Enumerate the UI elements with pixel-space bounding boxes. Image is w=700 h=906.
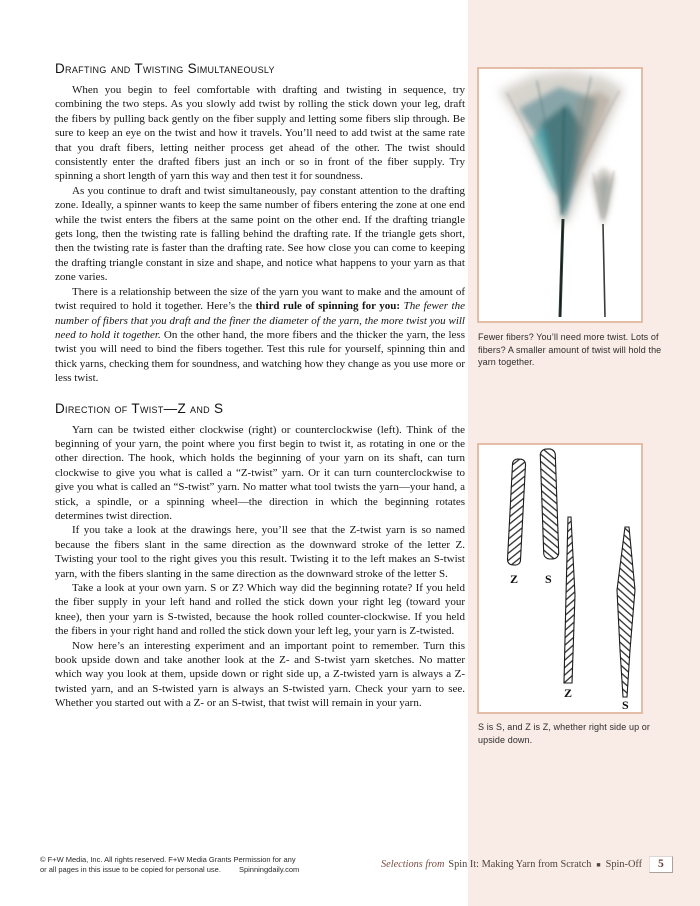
rule-lead-text: There is a relationship between the size of the yarn you want to make and the amount of twist required to hold it together. Here’s the	[55, 285, 465, 313]
label-z-2: Z	[564, 686, 573, 700]
section-heading-direction-of-twist: Direction of Twist—Z and S	[55, 400, 224, 416]
yarn-stem-small	[603, 224, 605, 317]
fiber-photo-illustration	[479, 69, 641, 321]
footer-magazine-name: Spin-Off	[605, 859, 643, 870]
yarn-sketch-s-tapered	[617, 527, 635, 712]
yarn-sketch-z-tapered	[564, 517, 575, 700]
copyright-line-1: © F+W Media, Inc. All rights reserved. F+W Media Grants Permission for any	[40, 855, 296, 864]
copyright-line-2: or all pages in this issue to be copied for personal use. Spinningdaily.com	[40, 865, 300, 874]
square-bullet: ■	[596, 860, 601, 869]
label-s-1: S	[545, 572, 552, 586]
figure-fiber-photo	[477, 67, 643, 323]
twist-sketch-illustration	[479, 445, 641, 712]
footer-selections-label: Selections from	[381, 859, 445, 870]
article-column	[55, 61, 465, 711]
figure-caption: S is S, and Z is Z, whether right side up or upside down.	[478, 722, 650, 745]
website-link: Spinningdaily.com	[238, 865, 300, 874]
running-footer	[381, 856, 673, 873]
rule-italic-text: The fewer the number of fibers that you draft and the finer the diameter of the yarn, the more twist you will need to hold it together.	[55, 300, 465, 341]
rule-tail-text: On the other hand, the more fibers and the thicker the yarn, the less twist you will need to bind the fibers together. Test this rule for yourself, spinning thin and thick yarns, checking them for soundness, and watching how they change as you use more or less twist.	[55, 328, 465, 385]
paragraph: Yarn can be twisted either clockwise (right) or counterclockwise (left). Think of the beginning of your yarn, the point where you first begin to twist it, as rotating in one or the other direction. The hook, which holds the beginning of your yarn on its shaft, can turn clockwise to give you what is called a “Z-twist” yarn. Or it can turn counterclockwise to give you what is called an “S-twist” yarn. No matter what tool twists the yarn—your hand, a stick, a spindle, or a spinning wheel—the direction in which the beginning rotates determines twist direction.	[55, 423, 465, 522]
paragraph: When you begin to feel comfortable with drafting and twisting in sequence, try combining the two steps. As you slowly add twist by rolling the stick down your leg, draft the fibers by pulling back gently on the fiber supply and letting some fibers slip through. Be sure to keep an eye on the twist and how it travels. You’ll need to add twist at the same rate that you draft fibers, letting neither process get ahead of the other. The twist should consistently enter the drafted fibers just an inch or so in front of the fiber supply. Try spinning a short length of yarn this way and then test it for soundness.	[55, 84, 465, 183]
paragraph-rule-of-spinning	[55, 285, 465, 386]
fiber-plume-small	[591, 167, 615, 227]
page-number: 5	[649, 856, 673, 873]
section-heading-drafting: Drafting and Twisting Simultaneously	[55, 61, 275, 76]
paragraph: As you continue to draft and twist simultaneously, pay constant attention to the drafting zone. Ideally, a spinner wants to keep the same number of fibers entering the zone at one end while the twist enters the fibers at the same point on the other end. If the drafting triangle gets long, then the twisting rate is falling behind the drafting rate. If the triangle gets short, then the twisting rate is faster than the drafting rate. See how close you can come to keeping the drafting triangle constant in size and shape, and notice what happens to your yarn as that zone varies.	[55, 184, 465, 284]
figure-caption: Fewer fibers? You’ll need more twist. Lots of fibers? A smaller amount of twist will hold the yarn together.	[478, 332, 662, 367]
copyright-notice	[40, 855, 299, 875]
paragraph: If you take a look at the drawings here, you’ll see that the Z-twist yarn is so named because the fibers slant in the same direction as the downward stroke of the letter Z. Twisting your tool to the right gives you this result. Twisting it to the left makes an S-twist yarn, with the fibers slanting in the same direction as the downward stroke of the letter S.	[55, 524, 465, 580]
figure-twist-sketches	[477, 443, 643, 714]
paragraph: Now here’s an interesting experiment and an important point to remember. Turn this book upside down and take another look at the Z- and S-twist yarn sketches. No matter which way you look at them, upside down or right side up, a Z-twisted yarn is always a Z-twisted yarn, and an S-twisted yarn is always an S-twisted yarn. Check your yarn to see. Whether you started out with a Z- or an S-twist, that twist will remain in your yarn.	[55, 639, 465, 710]
label-s-2: S	[622, 698, 629, 712]
rule-bold-text: third rule of spinning for you:	[255, 300, 401, 313]
paragraph: Take a look at your own yarn. S or Z? Which way did the beginning rotate? If you held the fiber supply in your left hand and rolled the stick down your right leg (toward your knee), then your yarn is S-twisted, because the hook rolled counter-clockwise. If you held the fibers in your right hand and rolled the stick down your left leg, your yarn is Z-twisted.	[55, 582, 465, 638]
label-z-1: Z	[510, 572, 519, 586]
footer-book-title: Spin It: Making Yarn from Scratch	[448, 859, 592, 870]
yarn-sketch-z-upright	[507, 459, 526, 586]
yarn-sketch-s-upright	[540, 449, 559, 586]
